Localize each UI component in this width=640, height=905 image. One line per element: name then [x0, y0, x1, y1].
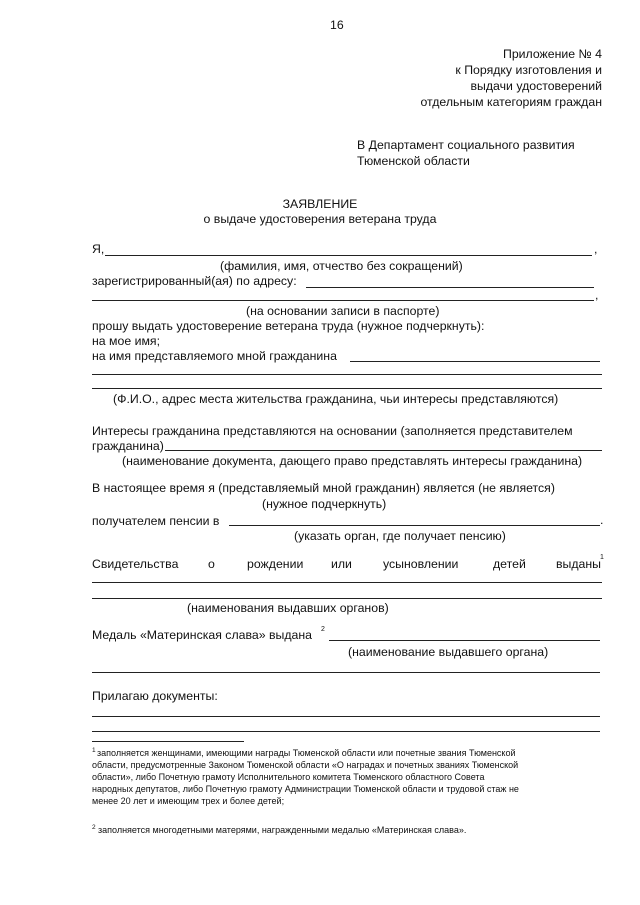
recipient-line-2: Тюменской области	[357, 154, 470, 168]
represented-field-3[interactable]	[92, 388, 602, 389]
option-me[interactable]: на мое имя;	[92, 334, 160, 348]
interests-line-1: Интересы гражданина представляются на основании (заполняется представителем	[92, 424, 573, 438]
cert-word-2: о	[208, 557, 215, 571]
address-comma: ,	[595, 288, 599, 302]
cert-word-4: или	[331, 557, 352, 571]
attach-field-2[interactable]	[92, 731, 600, 732]
medal-field-1[interactable]	[329, 640, 600, 641]
option-represented[interactable]: на имя представляемого мной гражданина	[92, 349, 337, 363]
attach-field-1[interactable]	[92, 716, 600, 717]
cert-word-1: Свидетельства	[92, 557, 179, 571]
pension-organ-field[interactable]	[229, 525, 600, 526]
footnote-1-line-2: области, предусмотренные Законом Тюменской области «О наградах и почетных званиях Тюменской	[92, 760, 519, 770]
appendix-line-2: к Порядку изготовления и	[455, 63, 602, 77]
footnote-1-line-5: менее 20 лет и имеющим трех и более детей;	[92, 796, 285, 806]
document-title: ЗАЯВЛЕНИЕ	[282, 197, 358, 211]
footnote-1-line-3: области», либо Почетную грамоту Исполнительного комитета Тюменского областного Совета	[92, 772, 485, 782]
pension-hint-1: (нужное подчеркнуть)	[262, 497, 387, 511]
fio-comma: ,	[594, 242, 598, 256]
pension-hint-2: (указать орган, где получает пенсию)	[294, 529, 506, 543]
footnote-separator	[92, 741, 244, 742]
cert-field-2[interactable]	[92, 598, 602, 599]
document-field[interactable]	[165, 450, 602, 451]
appendix-line-1: Приложение № 4	[503, 47, 602, 61]
footnote-2-text: заполняется многодетными матерями, награжденными медалью «Материнская слава».	[98, 825, 467, 835]
appendix-line-3: выдачи удостоверений	[470, 79, 602, 93]
page-number: 16	[330, 18, 344, 32]
address-field-2[interactable]	[92, 300, 594, 301]
passport-hint: (на основании записи в паспорте)	[246, 304, 440, 318]
pension-line-1: В настоящее время я (представляемый мной гражданин) является (не является)	[92, 481, 555, 495]
pension-label: получателем пенсии в	[92, 514, 220, 528]
footnote-1-mark: 1	[92, 747, 96, 754]
medal-footnote-mark: 2	[321, 626, 325, 633]
footnote-1-line-1: заполняется женщинами, имеющими награды Тюменской области или почетные звания Тюменской	[97, 748, 516, 758]
pension-dot: .	[600, 513, 604, 527]
represented-hint: (Ф.И.О., адрес места жительства гражданина, чьи интересы представляются)	[113, 392, 559, 406]
cert-word-3: рождении	[247, 557, 304, 571]
request-text: прошу выдать удостоверение ветерана труда (нужное подчеркнуть):	[92, 319, 485, 333]
medal-field-2[interactable]	[92, 672, 600, 673]
footnote-1-line-4: народных депутатов, либо Почетную грамоту Администрации Тюменской области и трудовой стаж не	[92, 784, 519, 794]
represented-field-1[interactable]	[350, 361, 600, 362]
document-hint: (наименование документа, дающего право представлять интересы гражданина)	[122, 454, 583, 468]
i-label: Я,	[92, 242, 105, 256]
fio-field[interactable]	[105, 255, 592, 256]
fio-hint: (фамилия, имя, отчество без сокращений)	[220, 259, 463, 273]
medal-label: Медаль «Материнская слава» выдана	[92, 628, 312, 642]
cert-word-5: усыновлении	[383, 557, 459, 571]
cert-field-1[interactable]	[92, 582, 602, 583]
address-field-1[interactable]	[306, 287, 594, 288]
cert-hint: (наименования выдавших органов)	[187, 601, 389, 615]
document-subtitle: о выдаче удостоверения ветерана труда	[203, 212, 437, 226]
appendix-line-4: отдельным категориям граждан	[420, 95, 602, 109]
recipient-line-1: В Департамент социального развития	[357, 138, 575, 152]
attach-label: Прилагаю документы:	[92, 689, 218, 703]
represented-field-2[interactable]	[92, 374, 602, 375]
registered-label: зарегистрированный(ая) по адресу:	[92, 274, 297, 288]
footnote-2-mark: 2	[92, 824, 96, 831]
cert-footnote-mark: 1	[600, 554, 604, 561]
cert-word-6: детей	[493, 557, 526, 571]
cert-word-7: выданы	[556, 557, 602, 571]
medal-hint: (наименование выдавшего органа)	[348, 645, 549, 659]
interests-line-2: гражданина)	[92, 439, 164, 453]
